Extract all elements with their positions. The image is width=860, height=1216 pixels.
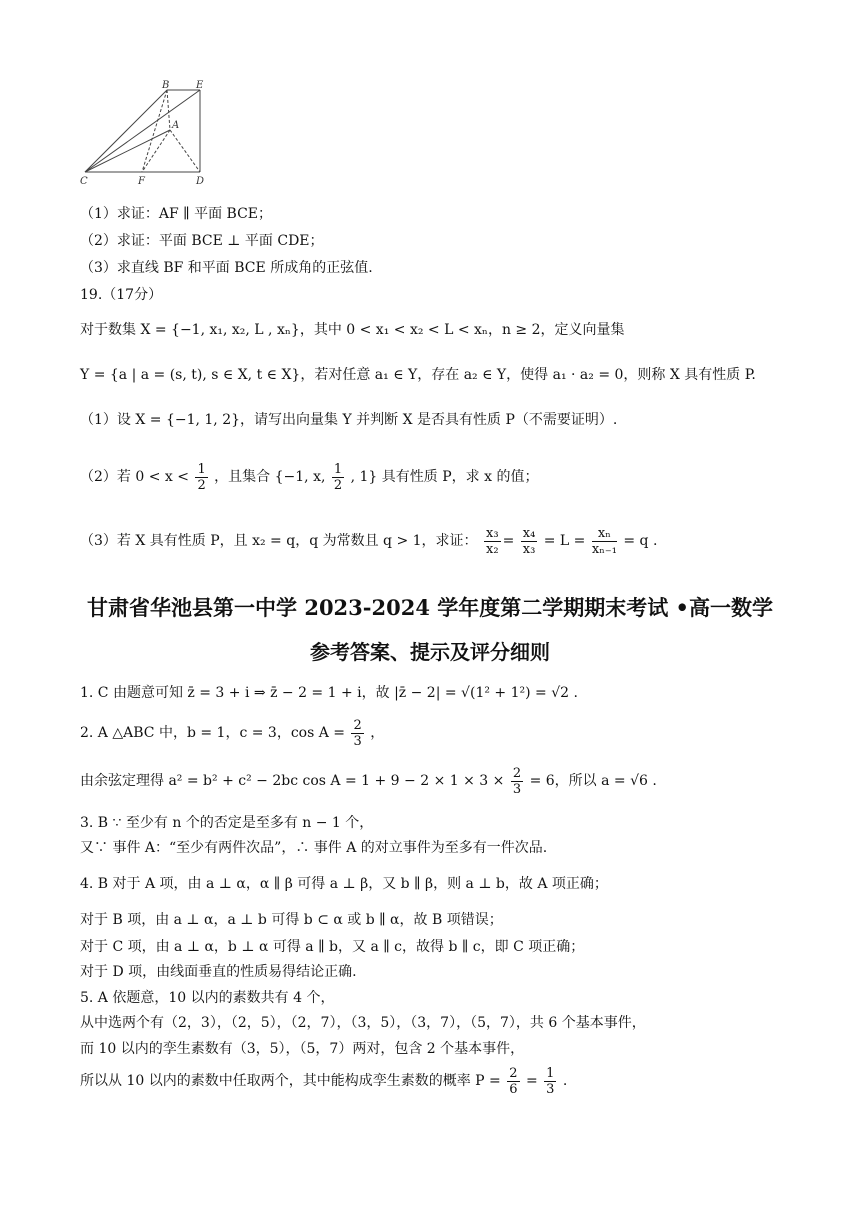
q19-part2-b: ，且集合 {−1, x, — [214, 469, 326, 485]
answer-2-calc: 由余弦定理得 a² = b² + c² − 2bc cos A = 1 + 9 − 2 × 1 × 3 × — [80, 773, 505, 789]
answer-3-line2: 又∵ 事件 A：“至少有两件次品”，∴ 事件 A 的对立事件为至多有一件次品. — [80, 840, 548, 856]
q19-part3-end: = q . — [623, 533, 658, 549]
fraction-xn-xn1: $\frac{\text{xₙ}}{\text{xₙ₋₁}}$ — [591, 525, 617, 557]
label-D: D — [196, 176, 205, 187]
fraction-half-2: $\frac{1}{2}$ — [333, 461, 343, 493]
label-C: C — [80, 176, 88, 187]
fraction-x4-x3: $\frac{\text{x₄}}{\text{x₃}}$ — [522, 525, 536, 557]
answer-4-line2: 对于 B 项，由 a ⊥ α，a ⊥ b 可得 b ⊂ α 或 b ∥ α，故 B 项错误； — [80, 912, 503, 928]
answer-2 — [80, 716, 384, 750]
q19-line2: Y = {a | a = (s, t), s ∈ X, t ∈ X}，若对任意 a₁ ∈ Y，存在 a₂ ∈ Y，使得 a₁ · a₂ = 0，则称 X 具有性质 P. — [80, 367, 756, 383]
answer-2-comma: ， — [370, 725, 385, 741]
q19-heading: 19.（17分） — [80, 287, 163, 303]
geometry-figure — [80, 80, 220, 190]
answer-3-line1: 3. B ∵ 至少有 n 个的否定是至多有 n − 1 个， — [80, 815, 374, 831]
page-subtitle: 参考答案、提示及评分细则 — [310, 640, 550, 664]
answer-2-result: = 6，所以 a = √6 . — [529, 773, 657, 789]
answer-4-line3: 对于 C 项，由 a ⊥ α，b ⊥ α 可得 a ∥ b，又 a ∥ c，故得 b ∥ c，即 C 项正确； — [80, 939, 585, 955]
answer-4-line1: 4. B 对于 A 项，由 a ⊥ α，α ∥ β 可得 a ⊥ β，又 b ∥ β，则 a ⊥ b，故 A 项正确； — [80, 876, 608, 892]
fraction-2-3-b: $\frac{2}{3}$ — [512, 765, 522, 797]
q19-line1: 对于数集 X = {−1, x₁, x₂, L , xₙ}，其中 0 < x₁ < x₂ < L < xₙ，n ≥ 2，定义向量集 — [80, 322, 625, 338]
label-F: F — [138, 176, 145, 187]
q18-part1: （1）求证：AF ∥ 平面 BCE； — [80, 206, 273, 222]
label-E: E — [196, 80, 204, 91]
answer-2-line2 — [80, 764, 657, 798]
q19-part3-a: （3）若 X 具有性质 P，且 x₂ = q，q 为常数且 q > 1，求证： — [80, 533, 478, 549]
answer-5-eq: = — [525, 1073, 538, 1089]
q18-part2: （2）求证：平面 BCE ⊥ 平面 CDE； — [80, 233, 324, 249]
q19-part3: （3）若 X 具有性质 P，且 x₂ = q，q 为常数且 q > 1，求证： $\frac{\text{x₃}}{\text{x₂}}$ = $\frac{\text{x₄}}{\text{x₃}}$ = L = $\frac{\text{xₙ}}{\text{xₙ₋₁}}$ = q . — [80, 525, 658, 557]
answer-4-line4: 对于 D 项，由线面垂直的性质易得结论正确. — [80, 964, 357, 980]
answer-1: 1. C 由题意可知 z̄ = 3 + i ⇒ z̄ − 2 = 1 + i，故 |z̄ − 2| = √(1² + 1²) = √2 . — [80, 685, 578, 701]
q19-part2-a: （2）若 0 < x < — [80, 469, 189, 485]
fraction-half: $\frac{1}{2}$ — [197, 461, 206, 493]
answer-5-line2: 从中选两个有（2，3），（2，5），（2，7），（3，5），（3，7），（5，7），共 6 个基本事件， — [80, 1015, 646, 1031]
edge-CE — [85, 90, 200, 172]
label-A: A — [172, 120, 180, 131]
edge-AF — [142, 130, 170, 172]
answer-5-line1: 5. A 依题意，10 以内的素数共有 4 个， — [80, 990, 335, 1006]
page-title: 甘肃省华池县第一中学 2023-2024 学年度第二学期期末考试 •高一数学 — [87, 595, 773, 620]
fraction-1-3: $\frac{1}{3}$ — [546, 1065, 555, 1097]
edge-CA — [85, 130, 170, 172]
fraction-2-6: $\frac{2}{6}$ — [509, 1065, 518, 1097]
fraction-2-3: $\frac{2}{3}$ — [353, 717, 362, 749]
q18-part3: （3）求直线 BF 和平面 BCE 所成角的正弦值. — [80, 260, 373, 276]
fraction-x3-x2: $\frac{\text{x₃}}{\text{x₂}}$ — [486, 525, 499, 557]
label-B: B — [162, 80, 170, 91]
q19-part2-c: , 1} 具有性质 P，求 x 的值； — [350, 469, 539, 485]
answer-5-text: 所以从 10 以内的素数中任取两个，其中能构成孪生素数的概率 P = — [80, 1073, 501, 1089]
q19-part1: （1）设 X = {−1, 1, 2}，请写出向量集 Y 并判断 X 是否具有性质 P（不需要证明）. — [80, 412, 618, 428]
edge-AD — [170, 130, 200, 172]
answer-2-text: 2. A △ABC 中，b = 1，c = 3，cos A = — [80, 725, 346, 741]
answer-5-line4 — [80, 1064, 567, 1098]
q19-part3-mid: = L = — [543, 533, 586, 549]
answer-5-end: . — [562, 1073, 568, 1089]
q19-part2 — [80, 460, 538, 494]
answer-5-line3: 而 10 以内的孪生素数有（3，5），（5，7）两对，包含 2 个基本事件， — [80, 1041, 525, 1057]
edge-BA — [167, 90, 170, 130]
